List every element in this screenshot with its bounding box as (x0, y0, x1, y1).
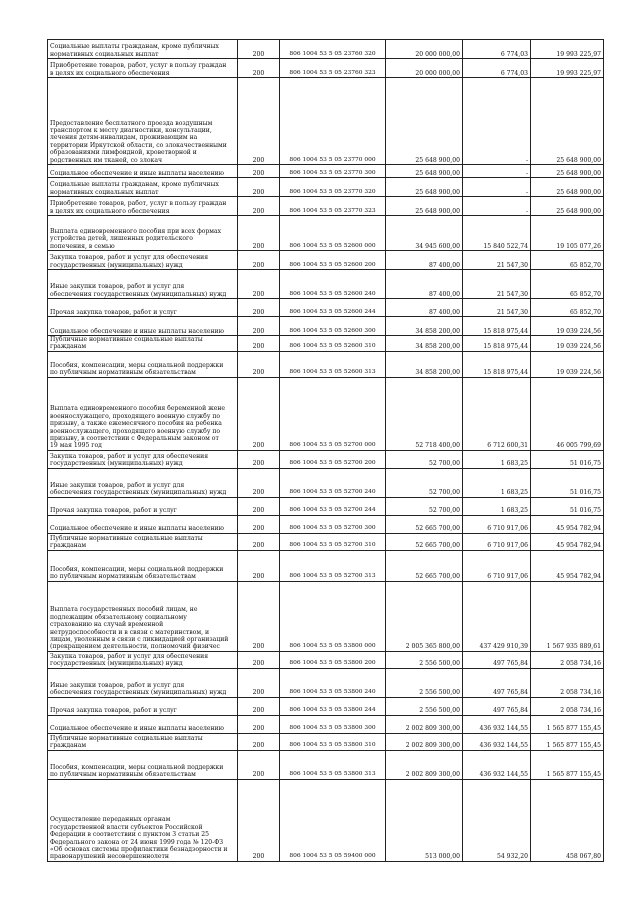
cell-kbk: 806 1004 53 5 05 53800 200 (280, 651, 386, 668)
cell-approved: 87 400,00 (386, 270, 463, 299)
table-row (48, 40, 604, 59)
cell-approved: 20 000 000,00 (386, 40, 463, 59)
cell-name: Осуществление переданных органам государственной власти субъектов Российской Федерации в соответствии с пунктом 3 статьи 25 Федерального закона от 24 июня 1999 года № 120-ФЗ «Об основах системы профилактики безнадзорности и правонарушений несовершеннолетн (48, 779, 238, 861)
table-row (48, 216, 604, 251)
cell-remaining: 25 648 900,00 (531, 165, 604, 178)
cell-approved: 20 000 000,00 (386, 59, 463, 78)
table-row (48, 581, 604, 651)
cell-code: 200 (238, 197, 280, 216)
table-row (48, 697, 604, 715)
cell-name: Закупка товаров, работ и услуг для обеспечения государственных (муниципальных) нужд (48, 450, 238, 468)
cell-code: 200 (238, 251, 280, 270)
cell-remaining: 1 565 877 155,45 (531, 715, 604, 733)
cell-executed: 6 710 917,06 (463, 533, 531, 550)
cell-remaining: 25 648 900,00 (531, 78, 604, 165)
cell-code: 200 (238, 497, 280, 515)
cell-code: 200 (238, 40, 280, 59)
cell-code: 200 (238, 165, 280, 178)
cell-code: 200 (238, 581, 280, 651)
cell-kbk: 806 1004 53 5 05 53800 244 (280, 697, 386, 715)
cell-remaining: 65 852,70 (531, 299, 604, 317)
cell-name: Закупка товаров, работ и услуг для обеспечения государственных (муниципальных) нужд (48, 651, 238, 668)
cell-kbk: 806 1004 53 5 05 23770 300 (280, 165, 386, 178)
cell-kbk: 806 1004 53 5 05 59400 000 (280, 779, 386, 861)
table-row (48, 733, 604, 750)
table-row (48, 750, 604, 779)
cell-remaining: 19 993 225,97 (531, 59, 604, 78)
cell-kbk: 806 1004 53 5 05 52700 244 (280, 497, 386, 515)
cell-approved: 2 556 500,00 (386, 697, 463, 715)
cell-executed: 6 774,03 (463, 40, 531, 59)
cell-name: Социальное обеспечение и иные выплаты населению (48, 515, 238, 533)
cell-approved: 2 556 500,00 (386, 668, 463, 697)
cell-approved: 34 858 200,00 (386, 351, 463, 377)
cell-approved: 52 718 400,00 (386, 377, 463, 450)
cell-executed: 497 765,84 (463, 668, 531, 697)
cell-name: Пособия, компенсации, меры социальной поддержки по публичным нормативным обязательствам (48, 750, 238, 779)
cell-remaining: 65 852,70 (531, 251, 604, 270)
cell-name: Социальное обеспечение и иные выплаты населению (48, 715, 238, 733)
table-row (48, 317, 604, 336)
table-row (48, 336, 604, 352)
cell-remaining: 2 058 734,16 (531, 668, 604, 697)
cell-kbk: 806 1004 53 5 05 52600 300 (280, 317, 386, 336)
cell-approved: 2 002 809 300,00 (386, 733, 463, 750)
cell-name: Иные закупки товаров, работ и услуг для обеспечения государственных (муниципальных) нужд (48, 668, 238, 697)
cell-code: 200 (238, 750, 280, 779)
table-row (48, 715, 604, 733)
cell-remaining: 46 005 799,69 (531, 377, 604, 450)
cell-code: 200 (238, 733, 280, 750)
cell-remaining: 1 565 877 155,45 (531, 733, 604, 750)
table-row (48, 178, 604, 197)
cell-name: Выплата государственных пособий лицам, не подлежащим обязательному социальному страхованию на случай временной нетрудоспособности и в связи с материнством, и лицам, уволенным в связи с ликвидацией организаций (прекращением деятельности, полномочий физичес (48, 581, 238, 651)
cell-name: Приобретение товаров, работ, услуг в пользу граждан в целях их социального обеспечения (48, 197, 238, 216)
cell-code: 200 (238, 533, 280, 550)
cell-remaining: 45 954 782,94 (531, 533, 604, 550)
cell-remaining: 51 016,75 (531, 468, 604, 497)
cell-name: Прочая закупка товаров, работ и услуг (48, 497, 238, 515)
cell-executed: 497 765,84 (463, 697, 531, 715)
cell-executed: 54 932,20 (463, 779, 531, 861)
cell-approved: 2 002 809 300,00 (386, 750, 463, 779)
cell-executed: - (463, 78, 531, 165)
cell-code: 200 (238, 550, 280, 581)
cell-approved: 25 648 900,00 (386, 165, 463, 178)
cell-name: Социальное обеспечение и иные выплаты населению (48, 317, 238, 336)
cell-code: 200 (238, 715, 280, 733)
cell-kbk: 806 1004 53 5 05 52600 200 (280, 251, 386, 270)
cell-name: Прочая закупка товаров, работ и услуг (48, 299, 238, 317)
cell-kbk: 806 1004 53 5 05 52700 300 (280, 515, 386, 533)
table-row (48, 668, 604, 697)
cell-approved: 52 700,00 (386, 450, 463, 468)
cell-code: 200 (238, 450, 280, 468)
cell-kbk: 806 1004 53 5 05 53800 240 (280, 668, 386, 697)
table-row (48, 251, 604, 270)
table-row (48, 450, 604, 468)
cell-kbk: 806 1004 53 5 05 52700 310 (280, 533, 386, 550)
cell-code: 200 (238, 651, 280, 668)
cell-approved: 52 700,00 (386, 468, 463, 497)
cell-executed: 6 710 917,06 (463, 515, 531, 533)
cell-remaining: 458 067,80 (531, 779, 604, 861)
table-row (48, 197, 604, 216)
table-row (48, 651, 604, 668)
cell-kbk: 806 1004 53 5 05 52700 200 (280, 450, 386, 468)
cell-executed: 1 683,25 (463, 497, 531, 515)
cell-kbk: 806 1004 53 5 05 52600 310 (280, 336, 386, 352)
cell-kbk: 806 1004 53 5 05 23770 000 (280, 78, 386, 165)
cell-executed: - (463, 165, 531, 178)
cell-executed: - (463, 178, 531, 197)
cell-code: 200 (238, 697, 280, 715)
cell-executed: 1 683,25 (463, 468, 531, 497)
cell-remaining: 19 105 077,26 (531, 216, 604, 251)
cell-kbk: 806 1004 53 5 05 23760 323 (280, 59, 386, 78)
cell-executed: 21 547,30 (463, 251, 531, 270)
cell-name: Публичные нормативные социальные выплаты гражданам (48, 336, 238, 352)
cell-name: Публичные нормативные социальные выплаты гражданам (48, 533, 238, 550)
table-row (48, 165, 604, 178)
cell-executed: 436 932 144,55 (463, 750, 531, 779)
cell-remaining: 19 039 224,56 (531, 317, 604, 336)
cell-remaining: 25 648 900,00 (531, 197, 604, 216)
cell-approved: 2 005 365 800,00 (386, 581, 463, 651)
cell-remaining: 2 058 734,16 (531, 697, 604, 715)
cell-name: Пособия, компенсации, меры социальной поддержки по публичным нормативным обязательствам (48, 550, 238, 581)
cell-remaining: 51 016,75 (531, 450, 604, 468)
cell-executed: - (463, 197, 531, 216)
cell-name: Закупка товаров, работ и услуг для обеспечения государственных (муниципальных) нужд (48, 251, 238, 270)
cell-code: 200 (238, 270, 280, 299)
cell-remaining: 25 648 900,00 (531, 178, 604, 197)
table-row (48, 59, 604, 78)
cell-approved: 87 400,00 (386, 251, 463, 270)
cell-approved: 25 648 900,00 (386, 197, 463, 216)
table-row (48, 533, 604, 550)
table-row (48, 779, 604, 861)
cell-kbk: 806 1004 53 5 05 23770 323 (280, 197, 386, 216)
cell-code: 200 (238, 468, 280, 497)
cell-approved: 34 858 200,00 (386, 317, 463, 336)
cell-name: Выплата единовременного пособия при всех формах устройства детей, лишенных родительского попечения, в семью (48, 216, 238, 251)
cell-executed: 21 547,30 (463, 270, 531, 299)
cell-approved: 52 700,00 (386, 497, 463, 515)
cell-kbk: 806 1004 53 5 05 52600 244 (280, 299, 386, 317)
cell-executed: 15 818 975,44 (463, 317, 531, 336)
table-row (48, 515, 604, 533)
cell-executed: 436 932 144,55 (463, 733, 531, 750)
cell-executed: 6 774,03 (463, 59, 531, 78)
cell-name: Социальные выплаты гражданам, кроме публичных нормативных социальных выплат (48, 178, 238, 197)
cell-kbk: 806 1004 53 5 05 52600 240 (280, 270, 386, 299)
table-row (48, 351, 604, 377)
cell-remaining: 45 954 782,94 (531, 550, 604, 581)
cell-kbk: 806 1004 53 5 05 52600 000 (280, 216, 386, 251)
cell-approved: 52 665 700,00 (386, 533, 463, 550)
budget-execution-table (47, 39, 604, 862)
cell-kbk: 806 1004 53 5 05 52700 313 (280, 550, 386, 581)
table-row (48, 299, 604, 317)
cell-code: 200 (238, 336, 280, 352)
table-row (48, 550, 604, 581)
cell-approved: 513 000,00 (386, 779, 463, 861)
cell-approved: 34 858 200,00 (386, 336, 463, 352)
cell-kbk: 806 1004 53 5 05 53800 300 (280, 715, 386, 733)
cell-executed: 6 710 917,06 (463, 550, 531, 581)
table-row (48, 497, 604, 515)
cell-executed: 15 818 975,44 (463, 336, 531, 352)
cell-kbk: 806 1004 53 5 05 52700 240 (280, 468, 386, 497)
cell-approved: 25 648 900,00 (386, 78, 463, 165)
cell-name: Приобретение товаров, работ, услуг в пользу граждан в целях их социального обеспечения (48, 59, 238, 78)
cell-kbk: 806 1004 53 5 05 53800 313 (280, 750, 386, 779)
cell-code: 200 (238, 216, 280, 251)
cell-executed: 436 932 144,55 (463, 715, 531, 733)
cell-name: Прочая закупка товаров, работ и услуг (48, 697, 238, 715)
cell-approved: 2 556 500,00 (386, 651, 463, 668)
cell-executed: 21 547,30 (463, 299, 531, 317)
cell-name: Предоставление бесплатного проезда воздушным транспортом к месту диагностики, консультации, лечения детям-инвалидам, проживающим на территории Иркутской области, со злокачественными образованиями лимфоидной, кроветворной и родственных им тканей, со злокач (48, 78, 238, 165)
cell-remaining: 1 565 877 155,45 (531, 750, 604, 779)
table-body (48, 40, 604, 862)
cell-remaining: 19 039 224,56 (531, 351, 604, 377)
cell-approved: 25 648 900,00 (386, 178, 463, 197)
cell-executed: 6 712 600,31 (463, 377, 531, 450)
cell-kbk: 806 1004 53 5 05 23770 320 (280, 178, 386, 197)
cell-approved: 2 002 809 300,00 (386, 715, 463, 733)
cell-code: 200 (238, 515, 280, 533)
cell-executed: 15 818 975,44 (463, 351, 531, 377)
cell-approved: 52 665 700,00 (386, 550, 463, 581)
cell-kbk: 806 1004 53 5 05 23760 320 (280, 40, 386, 59)
cell-remaining: 2 058 734,16 (531, 651, 604, 668)
cell-remaining: 19 039 224,56 (531, 336, 604, 352)
cell-code: 200 (238, 299, 280, 317)
table-row (48, 78, 604, 165)
cell-name: Иные закупки товаров, работ и услуг для обеспечения государственных (муниципальных) нужд (48, 468, 238, 497)
cell-name: Социальные выплаты гражданам, кроме публичных нормативных социальных выплат (48, 40, 238, 59)
cell-code: 200 (238, 178, 280, 197)
cell-remaining: 1 567 935 889,61 (531, 581, 604, 651)
cell-kbk: 806 1004 53 5 05 53800 310 (280, 733, 386, 750)
cell-code: 200 (238, 78, 280, 165)
table-row (48, 377, 604, 450)
cell-code: 200 (238, 779, 280, 861)
cell-executed: 497 765,84 (463, 651, 531, 668)
cell-kbk: 806 1004 53 5 05 53800 000 (280, 581, 386, 651)
cell-approved: 34 945 600,00 (386, 216, 463, 251)
cell-name: Иные закупки товаров, работ и услуг для обеспечения государственных (муниципальных) нужд (48, 270, 238, 299)
cell-kbk: 806 1004 53 5 05 52700 000 (280, 377, 386, 450)
cell-executed: 15 840 522,74 (463, 216, 531, 251)
cell-remaining: 45 954 782,94 (531, 515, 604, 533)
cell-kbk: 806 1004 53 5 05 52600 313 (280, 351, 386, 377)
cell-name: Выплата единовременного пособия беременной жене военнослужащего, проходящего военную службу по призыву, а также ежемесячного пособия на ребенка военнослужащего, проходящего военную службу по призыву, в соответствии с Федеральным законом от 19 мая 1995 год (48, 377, 238, 450)
cell-code: 200 (238, 317, 280, 336)
table-row (48, 270, 604, 299)
cell-name: Публичные нормативные социальные выплаты гражданам (48, 733, 238, 750)
cell-executed: 1 683,25 (463, 450, 531, 468)
table-row (48, 468, 604, 497)
cell-executed: 437 429 910,39 (463, 581, 531, 651)
cell-remaining: 19 993 225,97 (531, 40, 604, 59)
cell-approved: 52 665 700,00 (386, 515, 463, 533)
cell-remaining: 65 852,70 (531, 270, 604, 299)
cell-name: Пособия, компенсации, меры социальной поддержки по публичным нормативным обязательствам (48, 351, 238, 377)
cell-code: 200 (238, 377, 280, 450)
cell-remaining: 51 016,75 (531, 497, 604, 515)
cell-code: 200 (238, 59, 280, 78)
cell-name: Социальное обеспечение и иные выплаты населению (48, 165, 238, 178)
cell-code: 200 (238, 351, 280, 377)
cell-approved: 87 400,00 (386, 299, 463, 317)
cell-code: 200 (238, 668, 280, 697)
